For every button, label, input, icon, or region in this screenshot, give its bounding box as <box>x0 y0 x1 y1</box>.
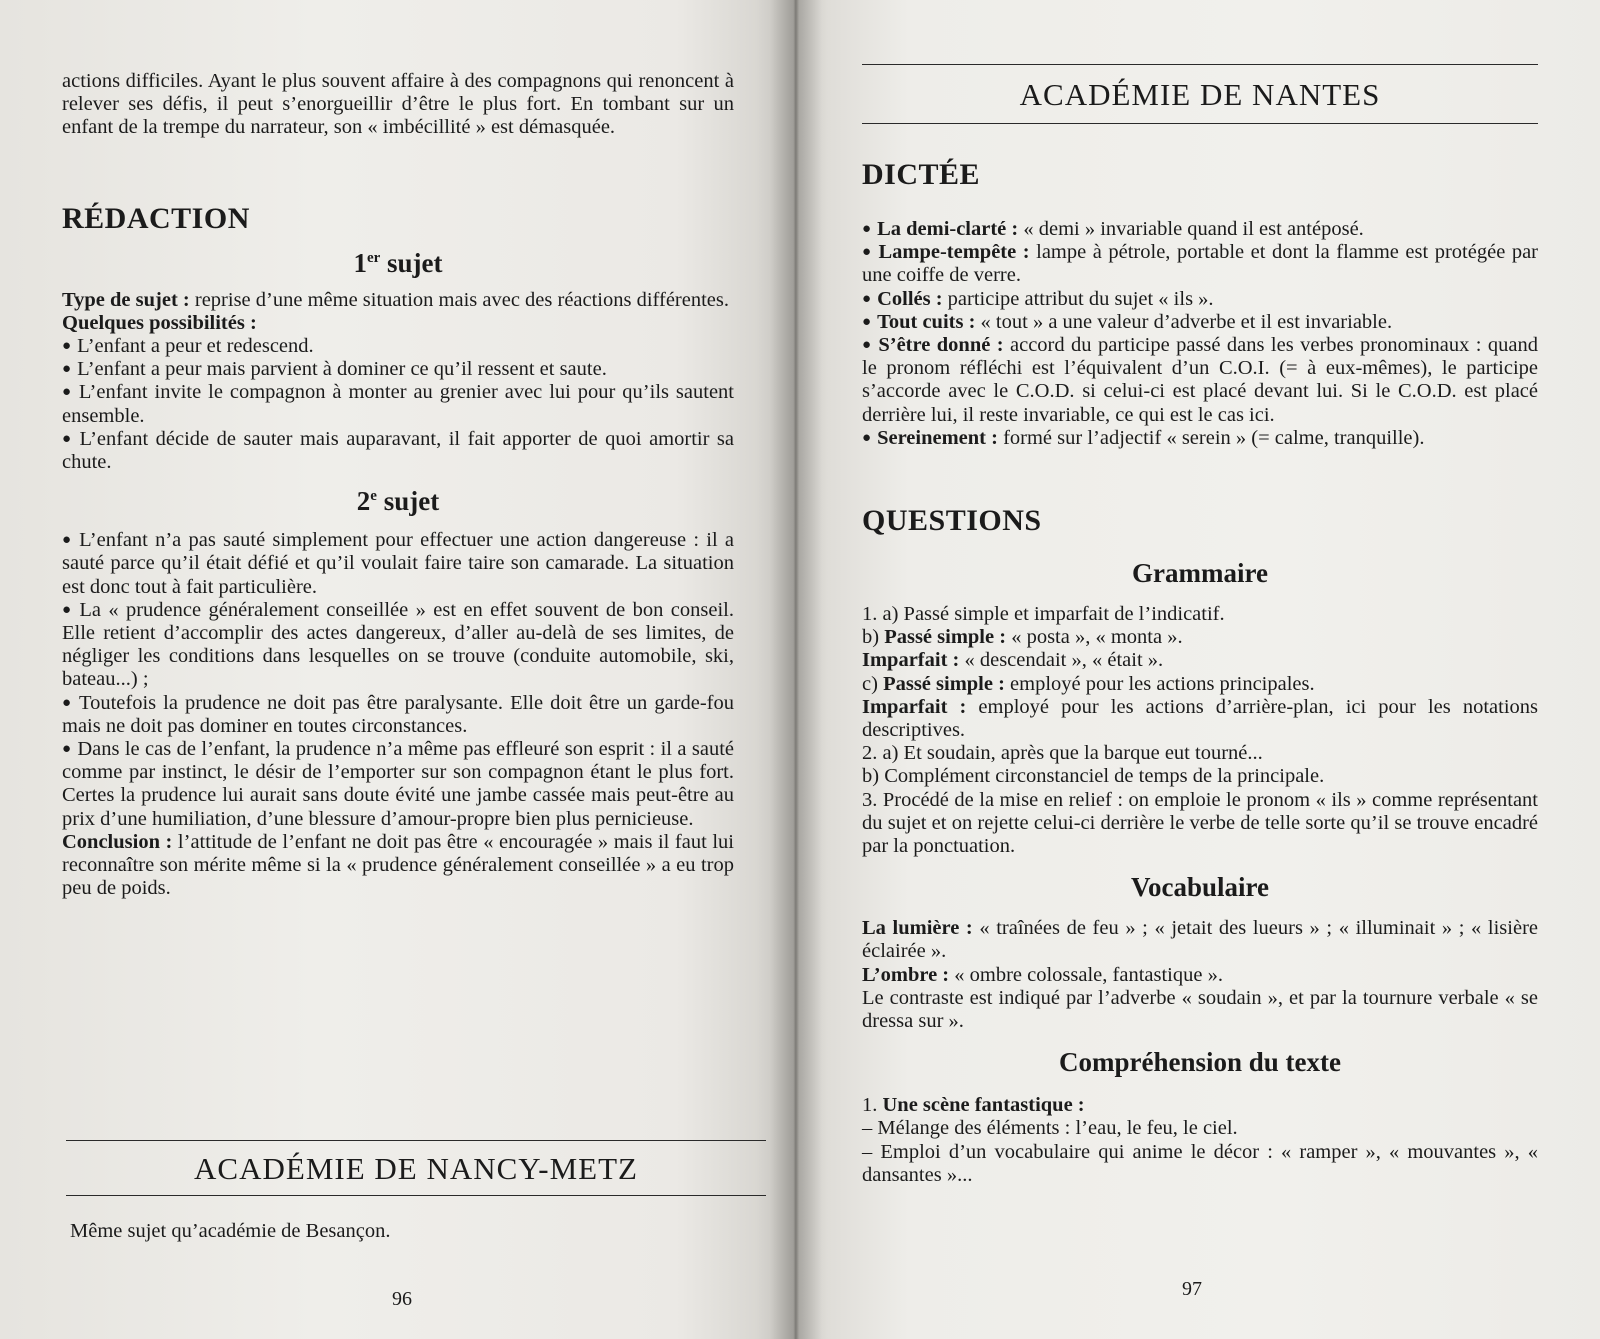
list-item-text: L’enfant invite le compagnon à monter au grenier avec lui pour qu’ils sautent ensemble. <box>62 381 734 427</box>
list-item-text: L’enfant décide de sauter mais auparavant, il fait apporter de quoi amortir sa chute. <box>62 427 735 474</box>
grammaire-line: 1. a) Passé simple et imparfait de l’indicatif. <box>862 603 1225 626</box>
bullet-icon: ● <box>862 221 872 237</box>
vocabulaire-line <box>862 964 1538 987</box>
term-text: lampe à pétrole, portable et dont la flamme est protégée par une coiffe de verre. <box>862 241 1538 287</box>
grammaire-body <box>862 603 1538 858</box>
list-item <box>62 428 734 474</box>
intro-text: actions difficiles. Ayant le plus souvent affaire à des compagnons qui renoncent à relever ses défis, il peut s’enorgueillir d’être le plus fort. En tombant sur un enfant de la trempe du narrateur, son « imbécillité » est démasquée. <box>62 70 734 139</box>
list-item <box>862 311 1538 334</box>
conclusion <box>62 831 734 901</box>
grammaire-heading: Grammaire <box>1132 558 1268 589</box>
sujet2-word: sujet <box>376 486 440 517</box>
left-page <box>0 0 796 1339</box>
vocabulaire-body <box>862 917 1538 1033</box>
grammaire-text: « descendait », « était ». <box>959 649 1164 672</box>
redaction-heading: RÉDACTION <box>62 201 250 235</box>
comprehension-body <box>862 1094 1538 1187</box>
possibilites-label-text: Quelques possibilités : <box>62 311 257 334</box>
grammaire-label: Imparfait : <box>862 649 960 672</box>
grammaire-text: employé pour les actions principales. <box>1004 672 1315 695</box>
grammaire-line <box>862 673 1538 696</box>
dictee-heading: DICTÉE <box>862 158 981 191</box>
page-number: 97 <box>1182 1278 1202 1300</box>
grammaire-text: « posta », « monta ». <box>1006 626 1183 649</box>
page-number: 96 <box>392 1288 412 1310</box>
comprehension-line <box>862 1094 1538 1117</box>
type-text: reprise d’une même situation mais avec des réactions différentes. <box>189 288 730 311</box>
list-item <box>862 288 1538 311</box>
bullet-icon: ● <box>862 244 873 261</box>
divider <box>66 1140 766 1141</box>
nantes-heading: ACADÉMIE DE NANTES <box>1019 77 1381 112</box>
list-item <box>862 218 1538 241</box>
type-de-sujet <box>62 289 734 312</box>
sujet1-heading <box>62 248 734 279</box>
term-label: La demi-clarté : <box>877 218 1019 240</box>
bullet-icon: ● <box>62 430 74 447</box>
right-page <box>796 0 1600 1339</box>
bullet-icon: ● <box>62 361 72 378</box>
dictee-body <box>862 218 1538 450</box>
grammaire-line <box>862 626 1538 649</box>
vocabulaire-line <box>862 917 1538 963</box>
term-text: « tout » a une valeur d’adverbe et il est invariable. <box>975 310 1393 333</box>
comprehension-heading: Compréhension du texte <box>1059 1047 1341 1078</box>
bullet-icon: ● <box>862 290 872 307</box>
book-gutter <box>770 0 822 1339</box>
term-text: accord du participe passé dans les verbes pronominaux : quand le pronom réfléchi est l’équivalent d’un C.O.I. (= à eux-mêmes), le participe s’accorde avec le C.O.D. si celui-ci est placé devant lui. Si le C.O.D. est placé derrière lui, il reste invariable, ce qui est le cas ici. <box>862 334 1538 426</box>
list-item <box>62 738 734 831</box>
grammaire-line: 3. Procédé de la mise en relief : on emploie le pronom « ils » comme représentant du sujet et on rejette celui-ci derrière le verbe de telle sorte qu’il se trouve encadré par la ponctuation. <box>862 788 1538 858</box>
list-item <box>62 358 734 381</box>
list-item-text: Toutefois la prudence ne doit pas être paralysante. Elle doit être un garde-fou mais ne doit pas dominer en toutes circonstances. <box>62 691 735 737</box>
intro-paragraph <box>62 70 734 140</box>
vocabulaire-heading: Vocabulaire <box>1130 872 1270 903</box>
list-item <box>862 427 1538 450</box>
comprehension-prefix: 1. <box>862 1094 883 1117</box>
list-item-text: L’enfant a peur et redescend. <box>77 335 314 358</box>
divider <box>862 64 1538 65</box>
grammaire-text: employé pour les actions d’arrière-plan, ici pour les notations descriptives. <box>862 695 1538 742</box>
grammaire-prefix: c) <box>862 672 884 695</box>
vocabulaire-line: Le contraste est indiqué par l’adverbe « soudain », et par la tournure verbale « se dressa sur ». <box>862 986 1538 1033</box>
possibilites-label <box>62 312 734 335</box>
list-item <box>62 599 734 692</box>
conclusion-label: Conclusion : <box>62 830 173 853</box>
sujet2-num: 2 <box>356 486 371 517</box>
vocabulaire-label: L’ombre : <box>862 963 950 986</box>
term-label: Tout cuits : <box>877 310 976 333</box>
grammaire-label: Passé simple : <box>883 672 1005 695</box>
sujet2-heading <box>62 486 734 517</box>
comprehension-line: – Emploi d’un vocabulaire qui anime le décor : « ramper », « mouvantes », « dansantes »... <box>862 1140 1538 1186</box>
term-text: formé sur l’adjectif « serein » (= calme, tranquille). <box>997 426 1425 449</box>
list-item <box>862 334 1538 427</box>
sujet1-body <box>62 289 734 475</box>
questions-heading: QUESTIONS <box>862 504 1042 538</box>
term-text: « demi » invariable quand il est antéposé. <box>1018 218 1364 240</box>
grammaire-line: 2. a) Et soudain, après que la barque eut tourné... <box>862 742 1263 765</box>
bullet-icon: ● <box>62 338 72 355</box>
sujet2-body <box>62 529 734 900</box>
list-item <box>62 381 734 427</box>
sujet2-sup: e <box>370 488 377 505</box>
term-text: participe attribut du sujet « ils ». <box>942 287 1214 310</box>
bullet-icon: ● <box>62 741 72 758</box>
nancy-metz-text: Même sujet qu’académie de Besançon. <box>70 1220 391 1242</box>
bullet-icon: ● <box>62 694 73 711</box>
conclusion-text: l’attitude de l’enfant ne doit pas être « encouragée » mais il faut lui reconnaître son mérite même si la « prudence généralement conseillée » a eu trop peu de poids. <box>62 830 734 900</box>
list-item <box>862 241 1538 287</box>
term-label: Collés : <box>877 287 943 310</box>
bullet-icon: ● <box>62 532 74 549</box>
list-item-text: L’enfant a peur mais parvient à dominer ce qu’il ressent et saute. <box>77 358 607 381</box>
vocabulaire-text: « ombre colossale, fantastique ». <box>949 963 1223 986</box>
list-item-text: La « prudence généralement conseillée » est en effet souvent de bon conseil. Elle retient d’accomplir des actes dangereux, d’aller au-delà de ses limites, de négliger les conditions dans lesquelles on se trouve (conduite automobile, ski, bateau...) ; <box>62 598 734 691</box>
list-item <box>62 335 734 358</box>
grammaire-line <box>862 696 1538 742</box>
sujet1-word: sujet <box>380 247 443 278</box>
term-label: Sereinement : <box>877 426 998 449</box>
nancy-metz-section <box>66 1140 766 1243</box>
grammaire-line: b) Complément circonstanciel de temps de la principale. <box>862 765 1325 788</box>
comprehension-label: Une scène fantastique : <box>882 1094 1085 1117</box>
vocabulaire-text: « traînées de feu » ; « jetait des lueurs » ; « illuminait » ; « lisière éclairée ». <box>862 917 1538 963</box>
grammaire-label: Imparfait : <box>862 695 967 718</box>
bullet-icon: ● <box>862 429 872 446</box>
divider <box>66 1195 766 1196</box>
vocabulaire-label: La lumière : <box>862 917 973 940</box>
sujet1-sup: er <box>366 249 381 266</box>
bullet-icon: ● <box>862 337 873 354</box>
term-label: Lampe-tempête : <box>878 241 1030 264</box>
nancy-metz-heading: ACADÉMIE DE NANCY-METZ <box>194 1151 638 1186</box>
grammaire-label: Passé simple : <box>884 626 1007 649</box>
bullet-icon: ● <box>62 384 73 401</box>
bullet-icon: ● <box>862 313 872 330</box>
term-label: S’être donné : <box>878 334 1004 357</box>
bullet-icon: ● <box>62 601 74 618</box>
grammaire-prefix: b) <box>862 626 885 649</box>
type-label: Type de sujet : <box>62 288 190 311</box>
grammaire-line <box>862 649 1538 672</box>
list-item-text: L’enfant n’a pas sauté simplement pour effectuer une action dangereuse : il a sauté parce qu’il était défié et qu’il voulait faire taire son camarade. La situation est donc tout à fait particulière. <box>62 529 734 598</box>
list-item <box>62 692 734 738</box>
sujet1-num: 1 <box>353 247 367 278</box>
list-item-text: Dans le cas de l’enfant, la prudence n’a même pas effleuré son esprit : il a sauté comme par instinct, le désir de l’emporter sur son compagnon étant le plus fort. Certes la prudence lui aurait sans doute évité une jambe cassée mais peut-être au prix d’une humiliation, d’une blessure d’amour-propre bien plus pernicieuse. <box>62 738 734 830</box>
comprehension-line: – Mélange des éléments : l’eau, le feu, le ciel. <box>862 1117 1238 1140</box>
list-item <box>62 529 734 599</box>
